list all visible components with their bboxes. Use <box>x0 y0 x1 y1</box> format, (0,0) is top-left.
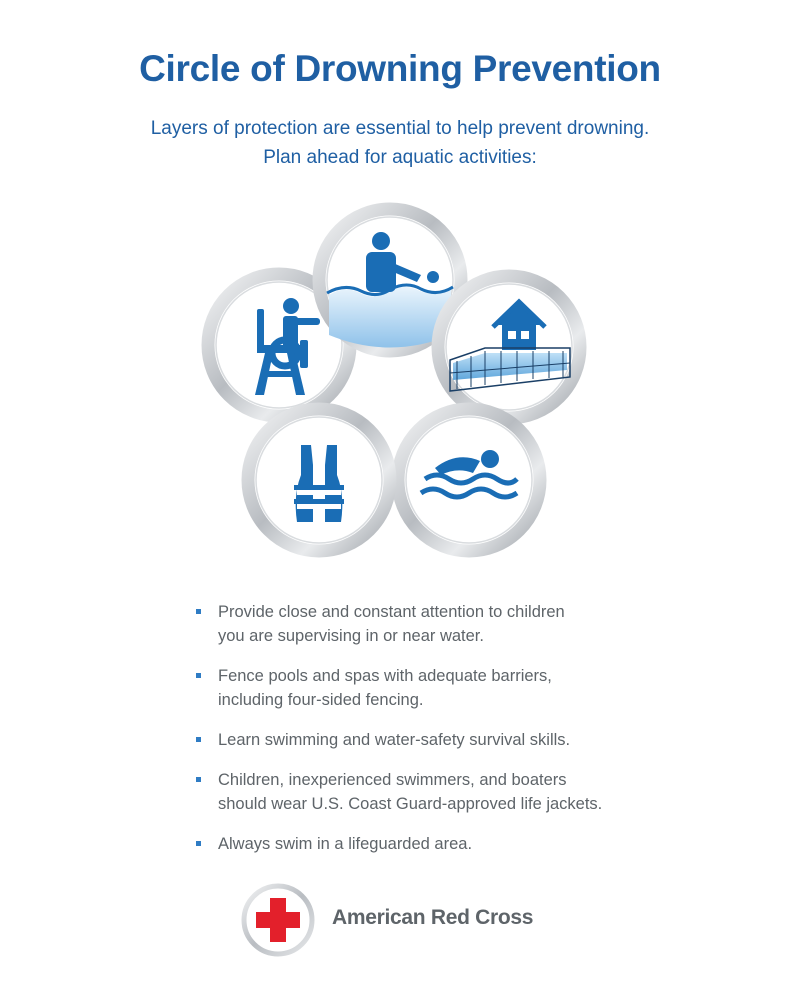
tip-text-line: Fence pools and spas with adequate barriers, <box>218 667 552 685</box>
page-title: Circle of Drowning Prevention <box>139 48 661 89</box>
tip-item <box>196 768 696 816</box>
subtitle-line-2: Plan ahead for aquatic activities: <box>263 147 537 168</box>
subtitle <box>0 114 800 172</box>
tip-text-line: including four-sided fencing. <box>218 691 424 709</box>
layer-circle-barriers <box>438 276 580 418</box>
tip-text-line: Always swim in a lifeguarded area. <box>218 835 473 853</box>
layer-circle-life-jacket <box>248 409 390 551</box>
tip-text-line: Children, inexperienced swimmers, and boaters <box>218 771 567 789</box>
prevention-tips-list <box>196 600 696 872</box>
layer-circle-swimming <box>398 409 540 551</box>
org-name: American Red Cross <box>332 906 534 929</box>
tip-text-line: Provide close and constant attention to children <box>218 603 565 621</box>
bullet-marker <box>196 737 201 742</box>
tip-item <box>196 600 696 648</box>
bullet-marker <box>196 609 201 614</box>
american-red-cross-logo <box>240 882 570 958</box>
subtitle-line-1: Layers of protection are essential to help prevent drowning. <box>150 118 650 139</box>
tip-item <box>196 832 696 856</box>
tip-text-line: you are supervising in or near water. <box>218 627 484 645</box>
red-cross-emblem-icon <box>240 882 320 958</box>
prevention-circle-graphic <box>195 185 605 580</box>
bullet-marker <box>196 841 201 846</box>
tip-text-line: should wear U.S. Coast Guard-approved life jackets. <box>218 795 603 813</box>
tip-text-line: Learn swimming and water-safety survival skills. <box>218 731 571 749</box>
bullet-marker <box>196 673 201 678</box>
tip-item <box>196 728 696 752</box>
tip-item <box>196 664 696 712</box>
bullet-marker <box>196 777 201 782</box>
